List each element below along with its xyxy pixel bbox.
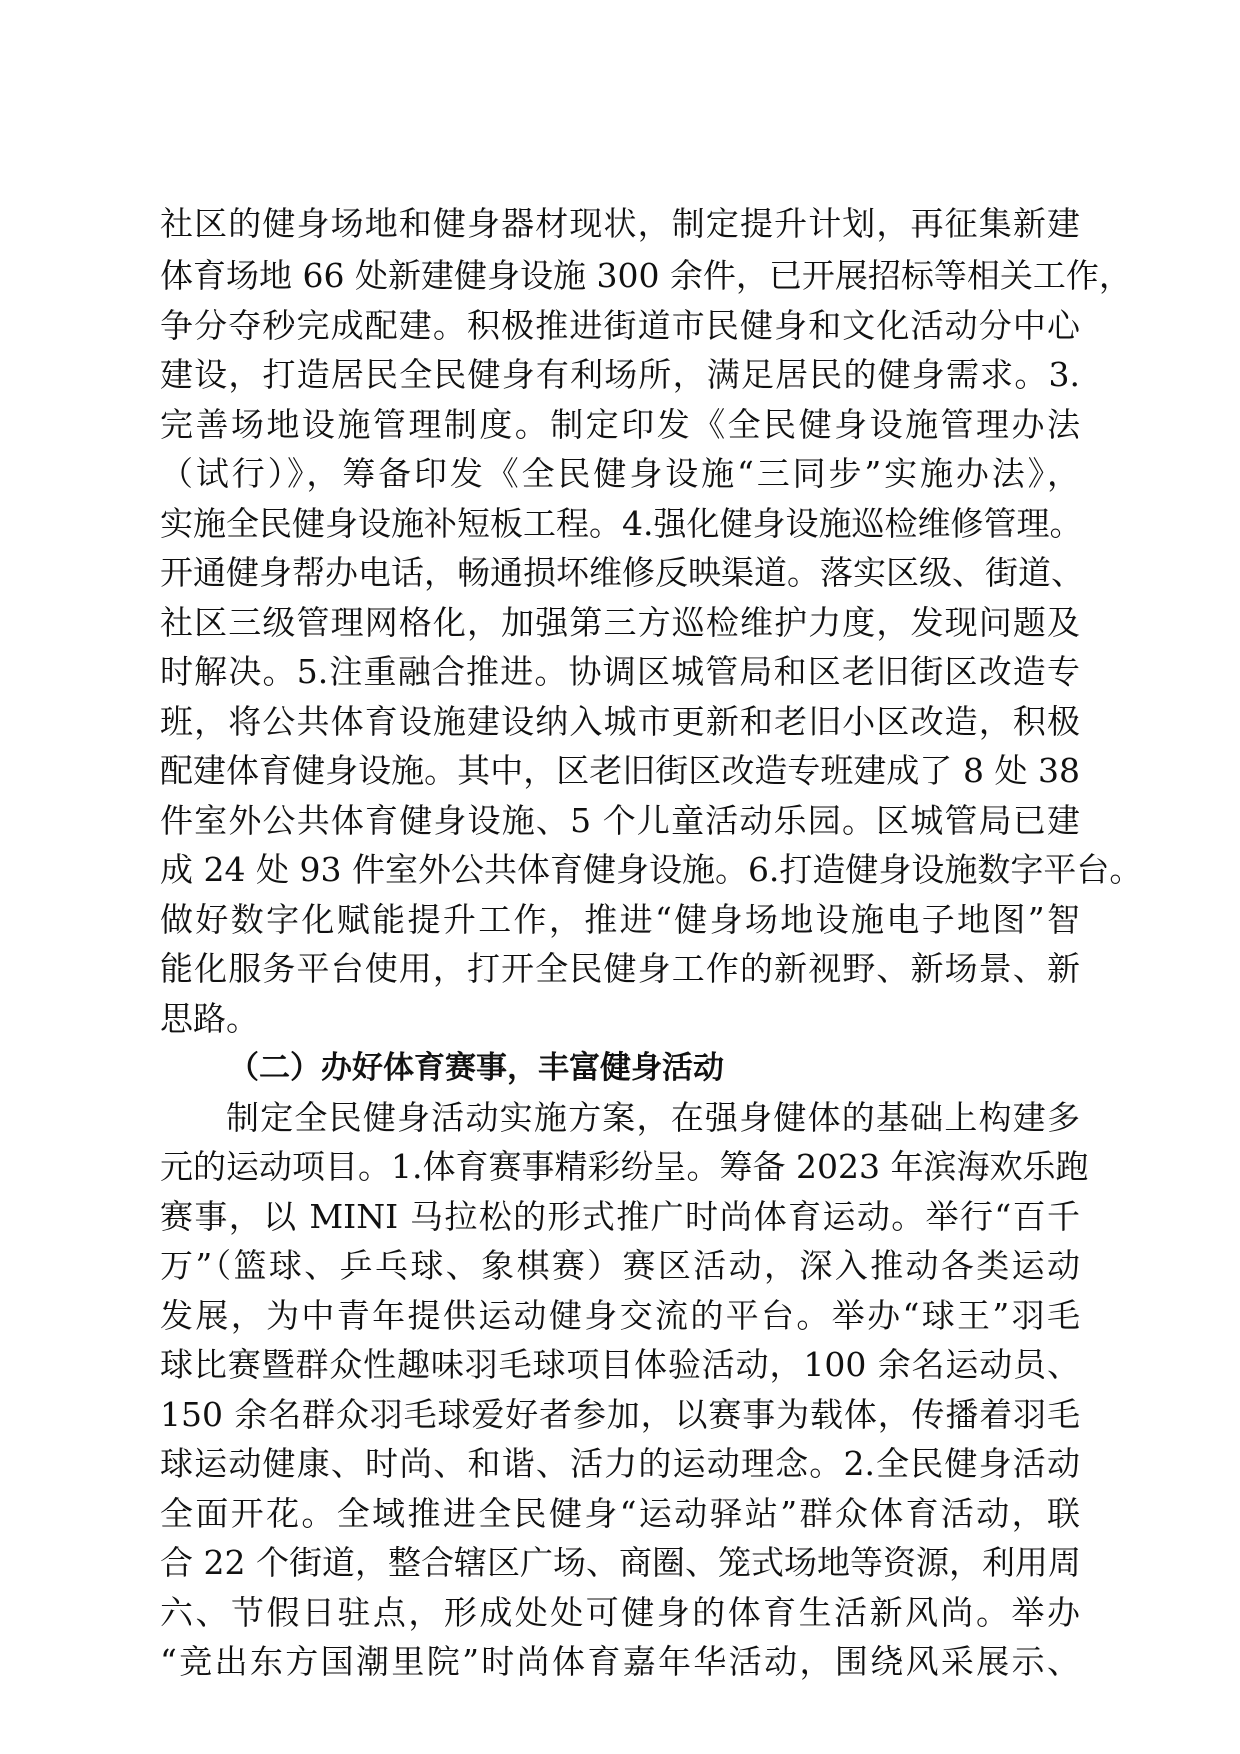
paragraph-line: 150 余名群众羽毛球爱好者参加，以赛事为载体，传播着羽毛 [160,1395,1080,1434]
paragraph-line: 合 22 个街道，整合辖区广场、商圈、笼式场地等资源，利用周 [160,1543,1081,1582]
paragraph-line: 做好数字化赋能提升工作，推进“健身场地设施电子地图”智 [160,900,1080,939]
paragraph-line: 元的运动项目。1.体育赛事精彩纷呈。筹备 2023 年滨海欢乐跑 [160,1147,1089,1186]
paragraph-line: （试行）》，筹备印发《全民健身设施“三同步”实施办法》， [160,454,1080,493]
paragraph-line: 班，将公共体育设施建设纳入城市更新和老旧小区改造，积极 [160,702,1080,741]
paragraph-line: 完善场地设施管理制度。制定印发《全民健身设施管理办法 [160,405,1080,444]
paragraph-line: 赛事，以 MINI 马拉松的形式推广时尚体育运动。举行“百千 [160,1197,1080,1236]
paragraph-line: 建设，打造居民全民健身有利场所，满足居民的健身需求。3. [160,355,1080,394]
paragraph-line: 成 24 处 93 件室外公共体育健身设施。6.打造健身设施数字平台。 [160,850,1143,889]
paragraph-line: 时解决。5.注重融合推进。协调区城管局和区老旧街区改造专 [160,652,1080,691]
paragraph-line: 体育场地 66 处新建健身设施 300 余件，已开展招标等相关工作， [160,256,1132,295]
paragraph-line: 全面开花。全域推进全民健身“运动驿站”群众体育活动，联 [160,1494,1080,1533]
paragraph-line: 万”（篮球、乒乓球、象棋赛）赛区活动，深入推动各类运动 [160,1246,1080,1285]
paragraph-line: 能化服务平台使用，打开全民健身工作的新视野、新场景、新 [160,949,1080,988]
paragraph-line: 开通健身帮办电话，畅通损坏维修反映渠道。落实区级、街道、 [160,553,1084,592]
paragraph-line: 社区的健身场地和健身器材现状，制定提升计划，再征集新建 [160,204,1080,243]
paragraph-line: 六、节假日驻点，形成处处可健身的体育生活新风尚。举办 [160,1593,1080,1632]
paragraph-line: 件室外公共体育健身设施、5 个儿童活动乐园。区城管局已建 [160,801,1080,840]
paragraph-line: 发展，为中青年提供运动健身交流的平台。举办“球王”羽毛 [160,1296,1080,1335]
paragraph-line: 配建体育健身设施。其中，区老旧街区改造专班建成了 8 处 38 [160,751,1080,790]
paragraph-line: 思路。 [160,999,259,1038]
paragraph-line: 球运动健康、时尚、和谐、活力的运动理念。2.全民健身活动 [160,1444,1080,1483]
paragraph-line: “竞出东方国潮里院”时尚体育嘉年华活动，围绕风采展示、 [160,1642,1080,1681]
section-heading: （二）办好体育赛事，丰富健身活动 [228,1050,724,1086]
paragraph-line: 球比赛暨群众性趣味羽毛球项目体验活动，100 余名运动员、 [160,1345,1080,1384]
paragraph-line: 社区三级管理网格化，加强第三方巡检维护力度，发现问题及 [160,603,1080,642]
paragraph-line: 制定全民健身活动实施方案，在强身健体的基础上构建多 [226,1098,1080,1137]
paragraph-line: 争分夺秒完成配建。积极推进街道市民健身和文化活动分中心 [160,306,1080,345]
paragraph-line: 实施全民健身设施补短板工程。4.强化健身设施巡检维修管理。 [160,504,1083,543]
